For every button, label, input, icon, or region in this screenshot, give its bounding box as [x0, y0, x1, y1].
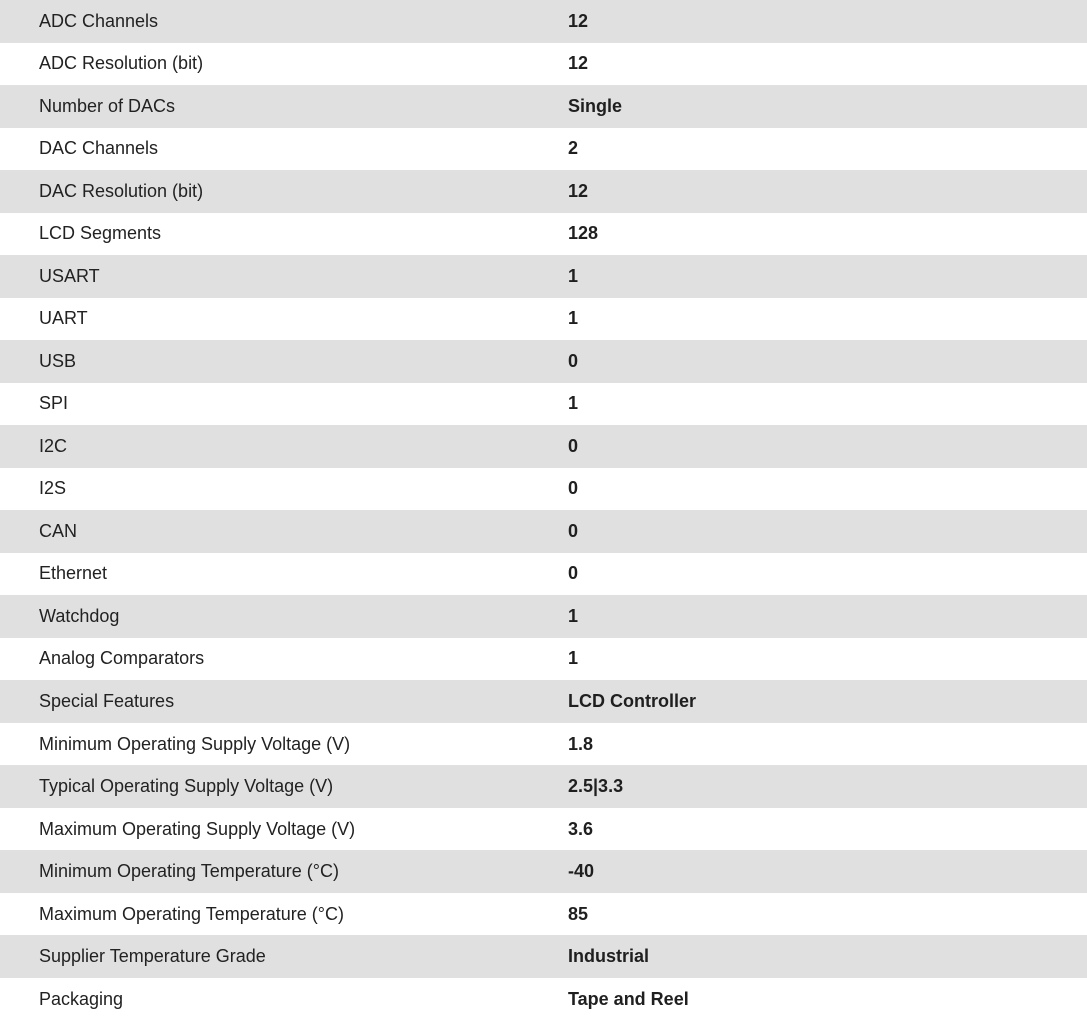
spec-value: 1.8 [568, 723, 1087, 766]
spec-row-adc-resolution [0, 43, 1087, 86]
spec-label: DAC Channels [0, 128, 568, 171]
spec-value: 128 [568, 213, 1087, 256]
spec-label: Typical Operating Supply Voltage (V) [0, 765, 568, 808]
spec-row-spi [0, 383, 1087, 426]
spec-value: 2 [568, 128, 1087, 171]
spec-value: 12 [568, 170, 1087, 213]
spec-value: 2.5|3.3 [568, 765, 1087, 808]
spec-value: 0 [568, 425, 1087, 468]
spec-row-number-of-dacs [0, 85, 1087, 128]
spec-value: 12 [568, 0, 1087, 43]
spec-value: 1 [568, 383, 1087, 426]
spec-label: ADC Resolution (bit) [0, 43, 568, 86]
spec-label: Minimum Operating Supply Voltage (V) [0, 723, 568, 766]
spec-label: CAN [0, 510, 568, 553]
spec-label: LCD Segments [0, 213, 568, 256]
spec-value: Single [568, 85, 1087, 128]
spec-value: 1 [568, 595, 1087, 638]
spec-value: LCD Controller [568, 680, 1087, 723]
spec-row-i2s [0, 468, 1087, 511]
spec-label: Maximum Operating Temperature (°C) [0, 893, 568, 936]
spec-label: ADC Channels [0, 0, 568, 43]
spec-value: 1 [568, 298, 1087, 341]
spec-row-special-features [0, 680, 1087, 723]
spec-value: 0 [568, 468, 1087, 511]
spec-row-min-temperature [0, 850, 1087, 893]
spec-row-max-temperature [0, 893, 1087, 936]
spec-label: Minimum Operating Temperature (°C) [0, 850, 568, 893]
spec-value: 0 [568, 510, 1087, 553]
spec-label: UART [0, 298, 568, 341]
spec-row-watchdog [0, 595, 1087, 638]
spec-value: 1 [568, 255, 1087, 298]
spec-label: Analog Comparators [0, 638, 568, 681]
spec-value: 0 [568, 340, 1087, 383]
spec-label: Watchdog [0, 595, 568, 638]
spec-row-dac-resolution [0, 170, 1087, 213]
spec-value: 3.6 [568, 808, 1087, 851]
spec-row-max-supply-voltage [0, 808, 1087, 851]
spec-value: 1 [568, 638, 1087, 681]
spec-label: Special Features [0, 680, 568, 723]
spec-row-analog-comparators [0, 638, 1087, 681]
spec-row-typ-supply-voltage [0, 765, 1087, 808]
spec-label: DAC Resolution (bit) [0, 170, 568, 213]
spec-value: 0 [568, 553, 1087, 596]
spec-row-dac-channels [0, 128, 1087, 171]
spec-value: Tape and Reel [568, 978, 1087, 1020]
spec-value: Industrial [568, 935, 1087, 978]
spec-label: Supplier Temperature Grade [0, 935, 568, 978]
spec-row-packaging [0, 978, 1087, 1020]
spec-value: 85 [568, 893, 1087, 936]
spec-label: I2C [0, 425, 568, 468]
spec-label: Number of DACs [0, 85, 568, 128]
spec-row-usb [0, 340, 1087, 383]
spec-label: SPI [0, 383, 568, 426]
spec-label: Maximum Operating Supply Voltage (V) [0, 808, 568, 851]
spec-label: I2S [0, 468, 568, 511]
spec-row-ethernet [0, 553, 1087, 596]
spec-label: USART [0, 255, 568, 298]
spec-label: Packaging [0, 978, 568, 1020]
spec-label: Ethernet [0, 553, 568, 596]
spec-row-usart [0, 255, 1087, 298]
spec-row-i2c [0, 425, 1087, 468]
spec-label: USB [0, 340, 568, 383]
spec-row-temperature-grade [0, 935, 1087, 978]
spec-value: -40 [568, 850, 1087, 893]
spec-row-adc-channels [0, 0, 1087, 43]
spec-row-lcd-segments [0, 213, 1087, 256]
spec-row-min-supply-voltage [0, 723, 1087, 766]
spec-value: 12 [568, 43, 1087, 86]
spec-row-can [0, 510, 1087, 553]
spec-row-uart [0, 298, 1087, 341]
